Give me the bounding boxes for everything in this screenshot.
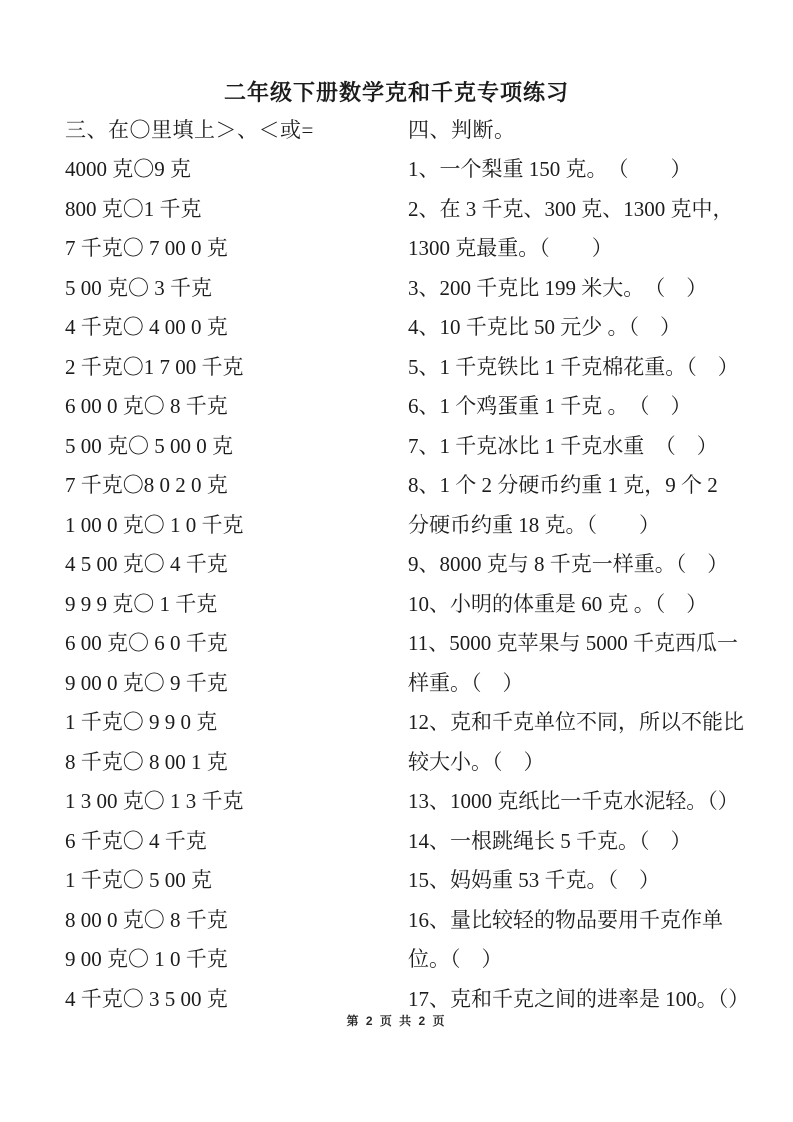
judgment-line: 7、1 千克冰比 1 千克水重 （ ） bbox=[408, 433, 718, 458]
comparison-item: 1 00 0 克〇 1 0 千克 bbox=[65, 512, 244, 537]
judgment-line: 4、10 千克比 50 元少 。（ ） bbox=[408, 315, 681, 340]
judgment-list bbox=[408, 149, 790, 1018]
page-title: 二年级下册数学克和千克专项练习 bbox=[223, 80, 569, 105]
comparison-item: 4000 克〇9 克 bbox=[65, 157, 191, 182]
judgment-line: 样重。（ ） bbox=[408, 670, 524, 695]
comparison-item: 800 克〇1 千克 bbox=[65, 196, 202, 221]
comparison-item: 9 9 9 克〇 1 千克 bbox=[65, 591, 218, 616]
judgment-line: 较大小。（ ） bbox=[408, 749, 545, 774]
comparison-item: 1 千克〇 5 00 克 bbox=[65, 868, 212, 893]
judgment-line: 14、一根跳绳长 5 千克。（ ） bbox=[408, 828, 692, 853]
judgment-line: 3、200 千克比 199 米大。 （ ） bbox=[408, 275, 708, 300]
judgment-line: 6、1 个鸡蛋重 1 千克 。 （ ） bbox=[408, 394, 692, 419]
judgment-line: 分硬币约重 18 克。（ ） bbox=[408, 512, 660, 537]
judgment-line: 9、8000 克与 8 千克一样重。（ ） bbox=[408, 552, 729, 577]
comparison-item: 2 千克〇1 7 00 千克 bbox=[65, 354, 244, 379]
comparison-item: 9 00 克〇 1 0 千克 bbox=[65, 947, 228, 972]
judgment-line: 位。（ ） bbox=[408, 947, 503, 972]
comparison-item: 7 千克〇 7 00 0 克 bbox=[65, 236, 228, 261]
judgment-line: 8、1 个 2 分硬币约重 1 克，9 个 2 bbox=[408, 473, 718, 498]
judgment-section-header: 四、判断。 bbox=[408, 117, 516, 142]
comparison-item: 4 千克〇 3 5 00 克 bbox=[65, 986, 228, 1011]
comparison-item: 8 千克〇 8 00 1 克 bbox=[65, 749, 228, 774]
judgment-line: 11、5000 克苹果与 5000 千克西瓜一 bbox=[408, 631, 738, 656]
judgment-line: 1300 克最重。（ ） bbox=[408, 236, 613, 261]
comparison-section-header: 三、在〇里填上＞、＜或= bbox=[65, 117, 314, 142]
comparison-list bbox=[65, 149, 405, 1018]
page-number-footer: 第 2 页 共 2 页 bbox=[346, 1014, 447, 1028]
comparison-item: 1 千克〇 9 9 0 克 bbox=[65, 710, 218, 735]
judgment-line: 1、一个梨重 150 克。 （ ） bbox=[408, 157, 692, 182]
judgment-line: 12、克和千克单位不同，所以不能比 bbox=[408, 710, 744, 735]
comparison-item: 9 00 0 克〇 9 千克 bbox=[65, 670, 228, 695]
judgment-line: 2、在 3 千克、300 克、1300 克中， bbox=[408, 196, 734, 221]
comparison-item: 1 3 00 克〇 1 3 千克 bbox=[65, 789, 244, 814]
comparison-section bbox=[65, 109, 405, 1018]
judgment-line: 17、克和千克之间的进率是 100。（） bbox=[408, 986, 750, 1011]
comparison-item: 8 00 0 克〇 8 千克 bbox=[65, 907, 228, 932]
comparison-item: 7 千克〇8 0 2 0 克 bbox=[65, 473, 228, 498]
judgment-line: 16、量比较轻的物品要用千克作单 bbox=[408, 907, 723, 932]
comparison-item: 5 00 克〇 5 00 0 克 bbox=[65, 433, 233, 458]
comparison-item: 4 5 00 克〇 4 千克 bbox=[65, 552, 228, 577]
judgment-line: 5、1 千克铁比 1 千克棉花重。（ ） bbox=[408, 354, 739, 379]
comparison-item: 6 00 0 克〇 8 千克 bbox=[65, 394, 228, 419]
comparison-item: 6 千克〇 4 千克 bbox=[65, 828, 207, 853]
comparison-item: 6 00 克〇 6 0 千克 bbox=[65, 631, 228, 656]
comparison-item: 5 00 克〇 3 千克 bbox=[65, 275, 212, 300]
judgment-section bbox=[408, 109, 790, 1018]
judgment-line: 15、妈妈重 53 千克。（ ） bbox=[408, 868, 660, 893]
judgment-line: 13、1000 克纸比一千克水泥轻。（） bbox=[408, 789, 739, 814]
comparison-item: 4 千克〇 4 00 0 克 bbox=[65, 315, 228, 340]
judgment-line: 10、小明的体重是 60 克 。（ ） bbox=[408, 591, 708, 616]
